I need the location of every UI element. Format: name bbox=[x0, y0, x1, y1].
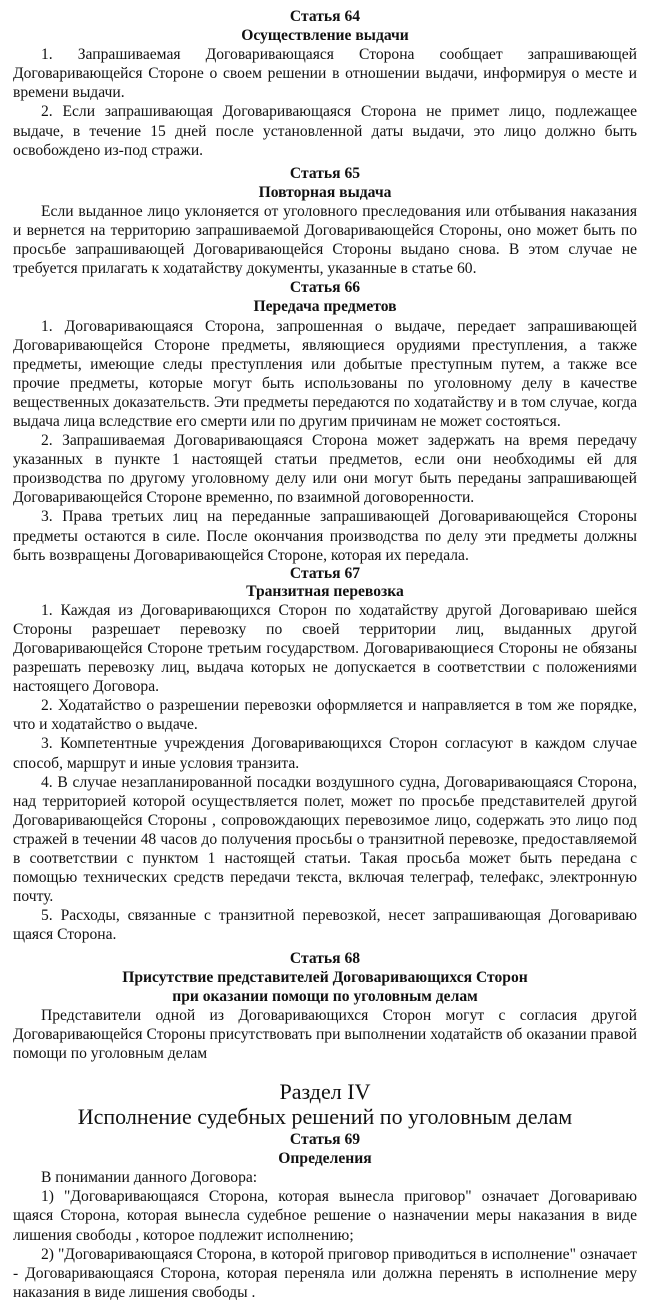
article-69-title: Определения bbox=[278, 1150, 372, 1168]
article-66-paragraph-3: 3. Права третьих лиц на переданные запрашивающей Договаривающейся Стороны предметы остаются в силе. После окончания производства по делу эти предметы должны быть возвращены Договаривающейся Стороне, которая их передала. bbox=[13, 508, 637, 564]
article-66-title: Передача предметов bbox=[253, 298, 397, 316]
article-64-paragraph-2: 2. Если запрашивающая Договаривающаяся Сторона не примет лицо, подлежащее выдаче, в течение 15 дней после установленной даты выдачи, это лицо должно быть освобождено из-под стражи. bbox=[13, 103, 637, 159]
article-66-number: Статья 66 bbox=[289, 279, 361, 297]
article-67-title: Транзитная перевозка bbox=[246, 582, 404, 600]
article-69-intro: В понимании данного Договора: bbox=[41, 1169, 258, 1187]
section-4-label: Раздел IV bbox=[279, 1079, 371, 1105]
article-67-paragraph-2: 2. Ходатайство о разрешении перевозки оформляется и направляется в том же порядке, что и ходатайство о выдаче. bbox=[13, 697, 637, 734]
article-69-definition-2: 2) "Договаривающаяся Сторона, в которой приговор приводиться в исполнение" означает - Договаривающаяся Сторона, которая переняла или должна перенять в исполнение меру наказания в виде лишения свободы . bbox=[13, 1245, 637, 1301]
article-69-definition-1: 1) "Договаривающаяся Сторона, которая вынесла приговор" означает Договариваю щаяся Сторона, которая вынесла судебное решение о назначении меры наказания в виде лишения свободы , которое подлежит исполнению; bbox=[13, 1188, 637, 1244]
article-66-paragraph-2: 2. Запрашиваемая Договаривающаяся Сторона может задержать на время передачу указанных в пункте 1 настоящей статьи предметов, если они необходимы ей для производства по другому уголовному делу или они могут быть переданы запрашивающей Договаривающейся Стороне временно, по взаимной договоренности. bbox=[13, 432, 637, 507]
article-67-paragraph-5: 5. Расходы, связанные с транзитной перевозкой, несет запрашивающая Договариваю щаяся Сторона. bbox=[13, 907, 637, 944]
article-67-paragraph-4: 4. В случае незапланированной посадки воздушного судна, Договаривающаяся Сторона, над территорией которой осуществляется полет, может по просьбе представителей другой Договаривающейся Стороны , сопровождающих перевозимое лицо, содержать это лицо под стражей в течении 48 часов до получения просьбы о транзитной перевозке, предоставляемой в соответствии с пунктом 1 настоящей статьи. Такая просьба может быть передана с помощью технических средств передачи текста, включая телеграф, телефакс, электронную почту. bbox=[13, 773, 637, 906]
article-65-title: Повторная выдача bbox=[258, 183, 392, 201]
article-68-title-line-1: Присутствие представителей Договаривающихся Сторон bbox=[122, 968, 528, 986]
article-65-number: Статья 65 bbox=[289, 164, 361, 182]
article-67-number: Статья 67 bbox=[289, 564, 361, 582]
article-64-title: Осуществление выдачи bbox=[241, 27, 409, 45]
article-66-paragraph-1: 1. Договаривающаяся Сторона, запрошенная о выдаче, передает запрашивающей Договаривающейся Стороне предметы, являющиеся орудиями преступления, а также предметы, имеющие следы преступления или добытые преступным путем, а также все прочие предметы, которые могут быть использованы по уголовному делу в качестве вещественных доказательств. Эти предметы передаются по ходатайству и в том случае, когда выдача лица вследствие его смерти или по другим причинам не может состояться. bbox=[13, 317, 637, 430]
article-67-paragraph-1: 1. Каждая из Договаривающихся Сторон по ходатайству другой Договариваю шейся Стороны разрешает перевозку по своей территории лиц, выданных другой Договаривающейся Стороне третьим государством. Договаривающиеся Стороны не обязаны разрешать перевозку лиц, выдача которых не допускается в соответствии с положениями настоящего Договора. bbox=[13, 601, 637, 696]
article-68-paragraph-1: Представители одной из Договаривающихся Сторон могут с согласия другой Договаривающейся Стороны присутствовать при выполнении ходатайств об оказании правой помощи по уголовным делам bbox=[13, 1006, 637, 1062]
section-4-title: Исполнение судебных решений по уголовным делам bbox=[77, 1104, 573, 1130]
document-page bbox=[13, 7, 637, 1302]
article-67-paragraph-3: 3. Компетентные учреждения Договаривающихся Сторон согласуют в каждом случае способ, маршрут и иные условия транзита. bbox=[13, 735, 637, 772]
article-65-paragraph-1: Если выданное лицо уклоняется от уголовного преследования или отбывания наказания и вернется на территорию запрашиваемой Договаривающейся Стороны, оно может быть по просьбе запрашивающей Договаривающейся Стороны выдано снова. В этом случае не требуется прилагать к ходатайству документы, указанные в статье 60. bbox=[13, 202, 637, 278]
article-64-number: Статья 64 bbox=[289, 8, 361, 25]
article-68-number: Статья 68 bbox=[289, 949, 361, 967]
article-64-paragraph-1: 1. Запрашиваемая Договаривающаяся Сторона сообщает запрашивающей Договаривающейся Стороне о своем решении в отношении выдачи, информируя о месте и времени выдачи. bbox=[13, 46, 637, 102]
article-68-title-line-2: при оказании помощи по уголовным делам bbox=[172, 987, 478, 1005]
article-69-number: Статья 69 bbox=[289, 1131, 361, 1149]
